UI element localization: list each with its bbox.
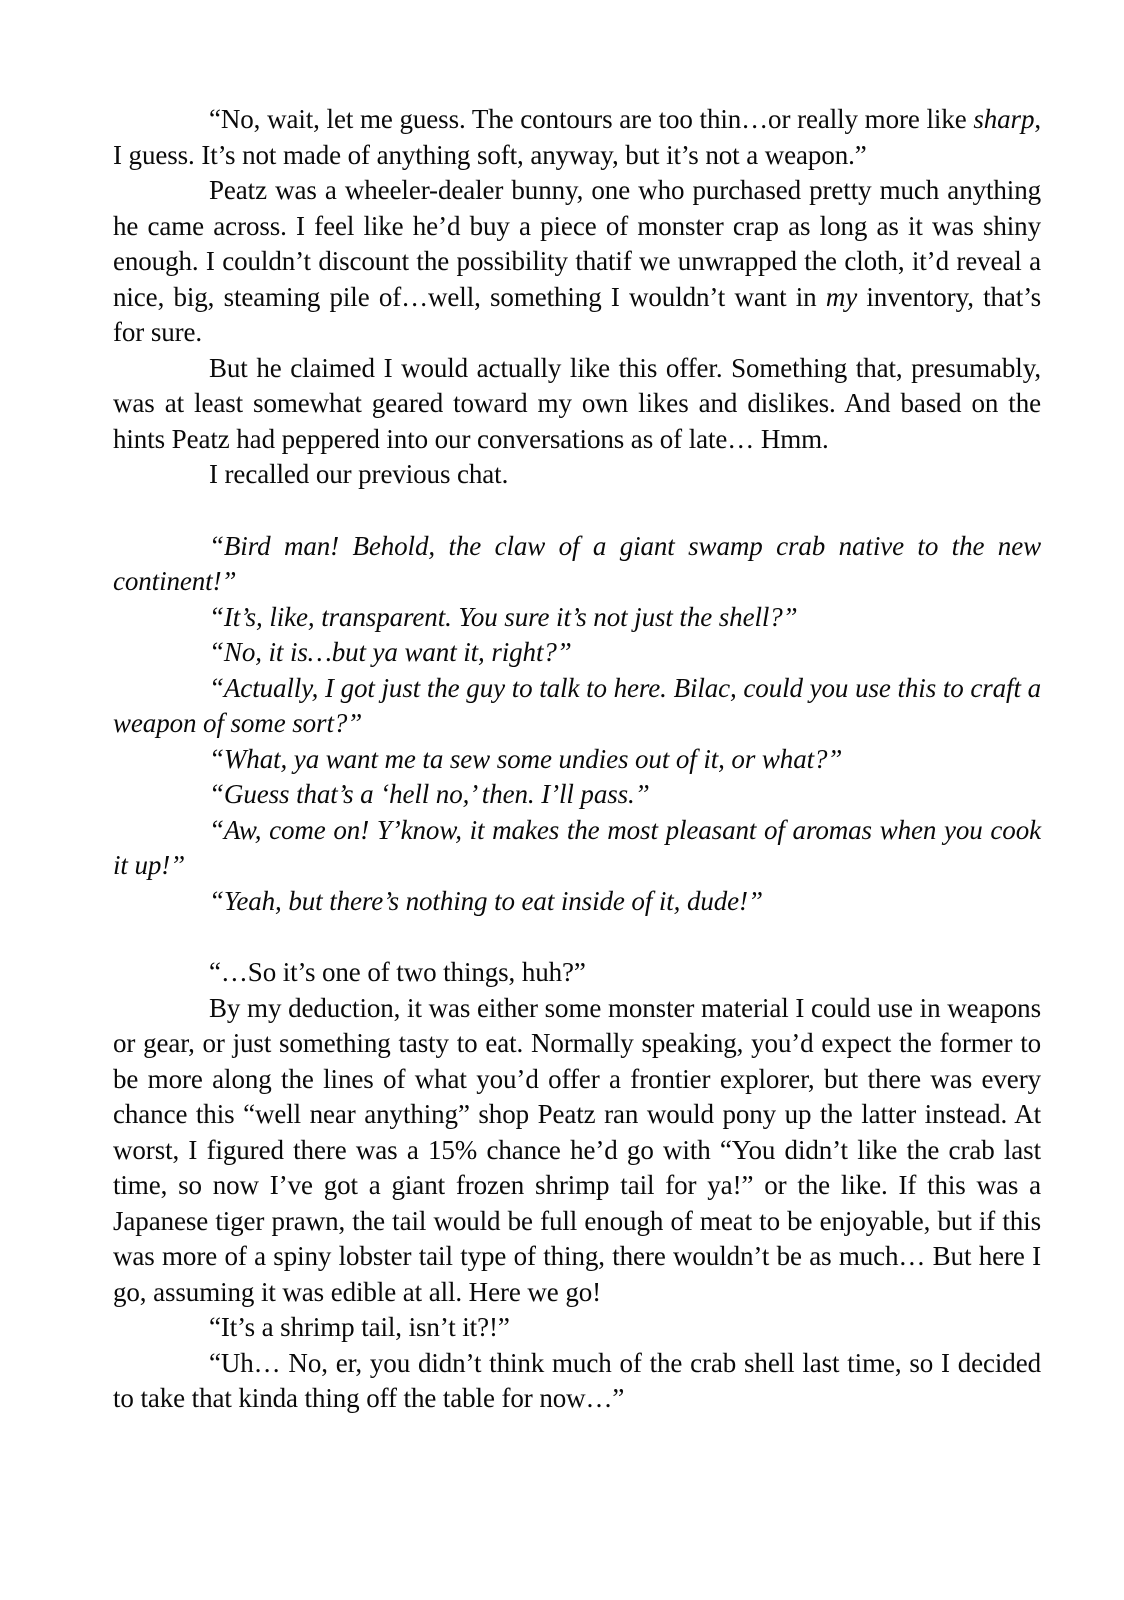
text-segment: “It’s, like, transparent. You sure it’s not just the shell?” — [209, 601, 798, 632]
paragraph — [113, 884, 1041, 920]
text-segment: “Aw, come on! Y’know, it makes the most pleasant of aromas when you cook it up!” — [113, 814, 1041, 880]
paragraph — [113, 351, 1041, 458]
text-segment: inventory, that’s for sure. — [113, 281, 1042, 347]
paragraph — [113, 955, 1041, 991]
text-segment: “Yeah, but there’s nothing to eat inside of it, dude!” — [209, 885, 763, 916]
text-segment: But he claimed I would actually like this offer. Something that, presumably, was at least somewhat geared toward my own likes and dislikes. And based on the hints Peatz had peppered into our conversations as of late… Hmm. — [113, 352, 1041, 454]
paragraph — [113, 635, 1041, 671]
text-segment: “Actually, I got just the guy to talk to here. Bilac, could you use this to craft a weapon of some sort?” — [113, 672, 1041, 738]
italic-text-segment: my — [825, 281, 858, 312]
text-segment: “Uh… No, er, you didn’t think much of the crab shell last time, so I decided to take that kinda thing off the table for now…” — [113, 1347, 1041, 1413]
text-segment: I recalled our previous chat. — [209, 459, 509, 489]
paragraph — [113, 102, 1041, 173]
page-text — [113, 102, 1041, 1417]
paragraph — [113, 600, 1041, 636]
text-segment: Peatz was a wheeler-dealer bunny, one who purchased pretty much anything he came across. I feel like he’d buy a piece of monster crap as long as it was shiny enough. I couldn’t discount the possibility thatif we unwrapped the cloth, it’d reveal a nice, big, steaming pile of…well, something I wouldn’t want in — [113, 175, 1041, 312]
paragraph — [113, 813, 1041, 884]
text-segment: “…So it’s one of two things, huh?” — [209, 957, 586, 987]
paragraph — [113, 457, 1041, 493]
text-segment: “No, it is…but ya want it, right?” — [209, 637, 572, 667]
paragraph — [113, 1310, 1041, 1346]
italic-text-segment: sharp — [973, 104, 1035, 134]
text-segment: , I guess. It’s not made of anything soft, anyway, but it’s not a weapon.” — [113, 104, 1041, 170]
text-segment: By my deduction, it was either some monster material I could use in weapons or gear, or just something tasty to eat. Normally speaking, you’d expect the former to be more along the lines of what you’d offer a frontier explorer, but there was every chance this “well near anything” shop Peatz ran would pony up the latter instead. At worst, I figured there was a 15% chance he’d go with “You didn’t like the crab last time, so now I’ve got a giant frozen shrimp tail for ya!” or the like. If this was a Japanese tiger prawn, the tail would be full enough of meat to be enjoyable, but if this was more of a spiny lobster tail type of thing, there wouldn’t be as much… But here I go, assuming it was edible at all. Here we go! — [113, 992, 1041, 1307]
paragraph — [113, 742, 1041, 778]
paragraph — [113, 991, 1041, 1311]
text-segment: “No, wait, let me guess. The contours are too thin…or really more like — [209, 104, 974, 134]
paragraph — [113, 1346, 1041, 1417]
paragraph — [113, 173, 1041, 351]
text-segment: “Guess that’s a ‘hell no,’ then. I’ll pass.” — [209, 779, 650, 809]
paragraph — [113, 529, 1041, 600]
text-segment: “It’s a shrimp tail, isn’t it?!” — [209, 1312, 510, 1342]
text-segment: “Bird man! Behold, the claw of a giant swamp crab native to the new continent!” — [113, 530, 1041, 596]
text-segment: “What, ya want me ta sew some undies out of it, or what?” — [209, 743, 843, 774]
paragraph — [113, 777, 1041, 813]
paragraph — [113, 671, 1041, 742]
